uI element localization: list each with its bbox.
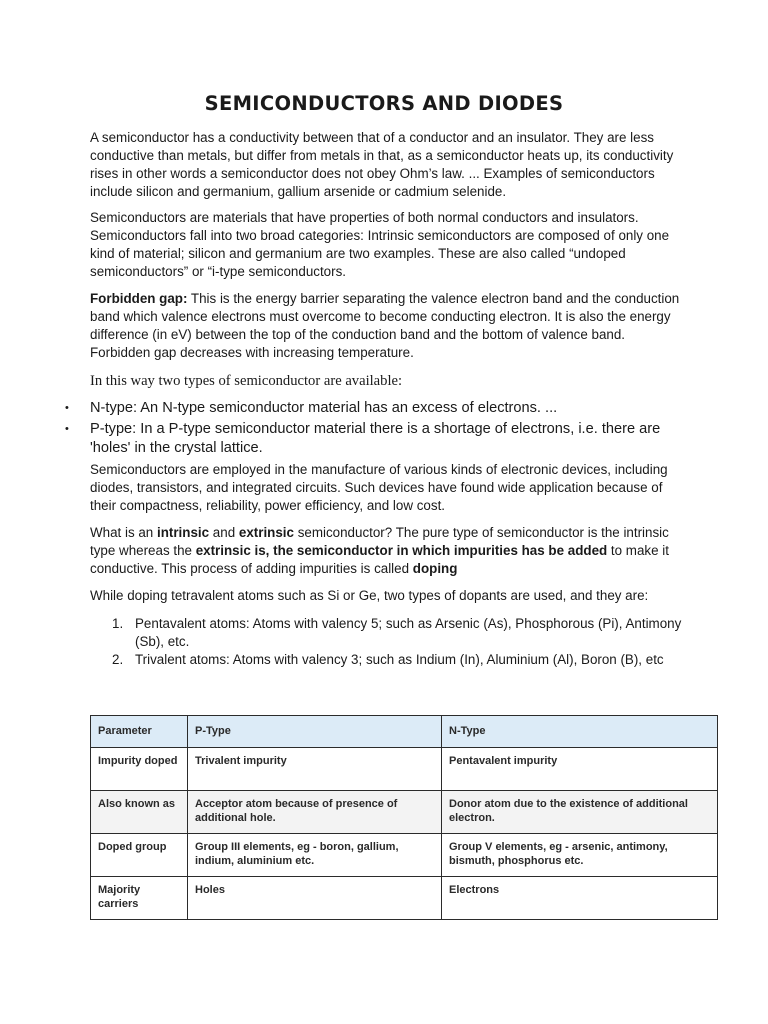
bullet-icon: • bbox=[65, 423, 69, 435]
intrinsic-extrinsic-paragraph bbox=[90, 524, 688, 578]
categories-paragraph: Semiconductors are materials that have properties of both normal conductors and insulators. Semiconductors fall into two broad categories: Intrinsic semiconductors are composed of only one kind of material; silicon and germanium are two examples. These are also called “undoped semiconductors” or “i-type semiconductors. bbox=[90, 210, 670, 279]
table-row bbox=[91, 834, 718, 877]
table-row bbox=[91, 791, 718, 834]
forbidden-gap-paragraph bbox=[90, 290, 688, 362]
list-number: 1. bbox=[112, 616, 124, 631]
semiconductor-types-list bbox=[56, 399, 696, 460]
table-cell: Pentavalent impurity bbox=[442, 748, 718, 791]
table-cell: Trivalent impurity bbox=[188, 748, 442, 791]
table-cell: Impurity doped bbox=[91, 748, 188, 791]
page-title: SEMICONDUCTORS AND DIODES bbox=[204, 92, 564, 115]
forbidden-gap-text: This is the energy barrier separating the valence electron band and the conduction band which valence electrons must overcome to become conducting electron. It is also the energy difference (in eV) between the top of the conduction band and the bottom of valence band. Forbidden gap decreases with increasing temperature. bbox=[90, 291, 680, 360]
text-run: What is an bbox=[90, 525, 157, 540]
types-intro: In this way two types of semiconductor are available: bbox=[90, 373, 403, 389]
devices-paragraph: Semiconductors are employed in the manufacture of various kinds of electronic devices, including diodes, transistors, and integrated circuits. Such devices have found wide application because of their compactness, reliability, power efficiency, and low cost. bbox=[90, 462, 668, 513]
trivalent-text: Trivalent atoms: Atoms with valency 3; such as Indium (In), Aluminium (Al), Boron (B), etc bbox=[135, 652, 664, 667]
table-cell: Group V elements, eg - arsenic, antimony, bismuth, phosphorus etc. bbox=[442, 834, 718, 877]
comparison-table bbox=[90, 715, 718, 920]
extrinsic-definition: extrinsic is, the semiconductor in which impurities has be added bbox=[195, 543, 608, 558]
bullet-icon: • bbox=[65, 402, 69, 414]
intro-paragraph: A semiconductor has a conductivity between that of a conductor and an insulator. They are less conductive than metals, but differ from metals in that, as a semiconductor heats up, its conductivity rises in other words a semiconductor does not obey Ohm’s law. ... Examples of semiconductors include silicon and germanium, gallium arsenide or cadmium selenide. bbox=[90, 130, 674, 199]
header-cell: N-Type bbox=[442, 716, 718, 748]
table-cell: Holes bbox=[188, 877, 442, 920]
table-cell: Electrons bbox=[442, 877, 718, 920]
n-type-text: N-type: An N-type semiconductor material has an excess of electrons. ... bbox=[90, 400, 558, 416]
table-cell: Also known as bbox=[91, 791, 188, 834]
intrinsic-term: intrinsic bbox=[156, 525, 210, 540]
dopant-types-list bbox=[90, 615, 690, 669]
table-cell: Donor atom due to the existence of additional electron. bbox=[442, 791, 718, 834]
doping-term: doping bbox=[412, 561, 458, 576]
table-header-row bbox=[91, 716, 718, 748]
list-item bbox=[90, 651, 690, 669]
list-number: 2. bbox=[112, 652, 124, 667]
table-cell: Group III elements, eg - boron, gallium, indium, aluminium etc. bbox=[188, 834, 442, 877]
pentavalent-text: Pentavalent atoms: Atoms with valency 5; such as Arsenic (As), Phosphorous (Pi), Antimony (Sb), etc. bbox=[135, 616, 682, 649]
forbidden-gap-label: Forbidden gap: bbox=[90, 291, 188, 306]
table-cell: Majority carriers bbox=[91, 877, 188, 920]
list-item bbox=[90, 615, 690, 651]
table-cell: Doped group bbox=[91, 834, 188, 877]
header-cell: P-Type bbox=[188, 716, 442, 748]
doping-intro: While doping tetravalent atoms such as Si or Ge, two types of dopants are used, and they are: bbox=[90, 588, 649, 603]
text-run: semiconductor? The pure type of semiconductor is the intrinsic type whereas the bbox=[90, 525, 669, 558]
header-cell: Parameter bbox=[91, 716, 188, 748]
table-row bbox=[91, 877, 718, 920]
table-cell: Acceptor atom because of presence of additional hole. bbox=[188, 791, 442, 834]
text-run: to make it conductive. This process of adding impurities is called bbox=[90, 543, 669, 576]
table-row bbox=[91, 748, 718, 791]
text-run: and bbox=[209, 525, 239, 540]
list-item bbox=[56, 420, 696, 458]
extrinsic-term: extrinsic bbox=[238, 525, 294, 540]
p-type-text: P-type: In a P-type semiconductor material there is a shortage of electrons, i.e. there are 'holes' in the crystal lattice. bbox=[90, 421, 661, 456]
list-item bbox=[56, 399, 696, 418]
